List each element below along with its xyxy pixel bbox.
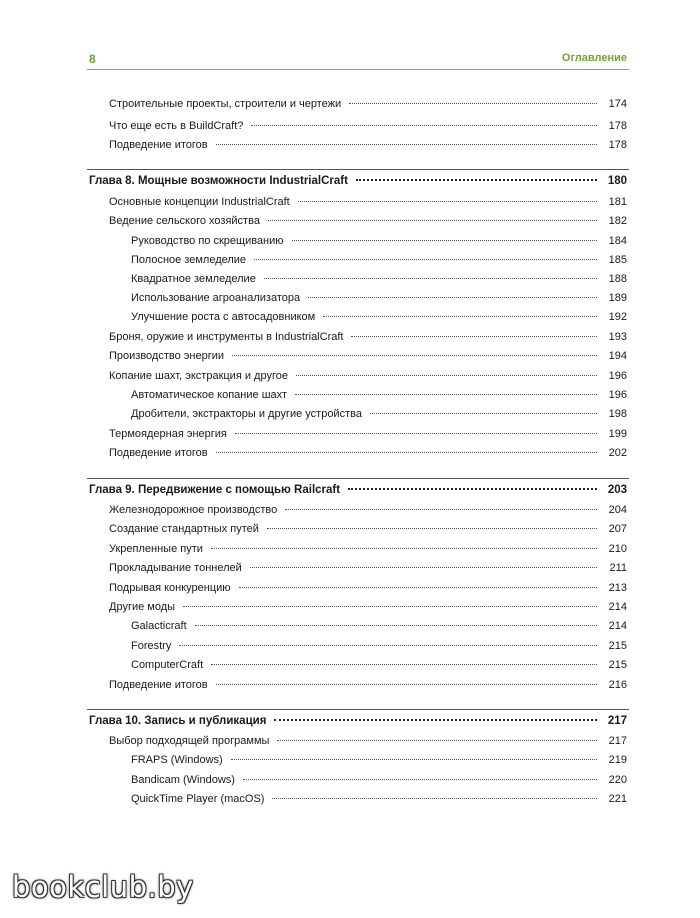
toc-entry-page: 199 xyxy=(608,428,627,440)
toc-entry[interactable] xyxy=(109,733,627,749)
toc-entry-page: 182 xyxy=(608,215,627,227)
dot-leader xyxy=(251,125,597,126)
toc-entry-page: 221 xyxy=(608,793,627,805)
toc-entry-title: Forestry xyxy=(131,640,172,652)
toc-entry-page: 210 xyxy=(608,543,627,555)
toc-entry-title: Ведение сельского хозяйства xyxy=(109,215,260,227)
toc-entry[interactable] xyxy=(109,580,627,596)
toc-entry-page: 213 xyxy=(608,582,627,594)
chapter-divider xyxy=(87,169,629,170)
toc-entry[interactable] xyxy=(109,541,627,557)
toc-entry-page: 211 xyxy=(609,562,627,574)
toc-entry-title: Подведение итогов xyxy=(109,139,208,151)
toc-entry-title: Основные концепции IndustrialCraft xyxy=(109,196,290,208)
dot-leader xyxy=(296,375,597,376)
toc-entry[interactable] xyxy=(131,638,627,654)
toc-entry-title: Термоядерная энергия xyxy=(109,428,227,440)
toc-entry-page: 189 xyxy=(608,292,627,304)
toc-entry-title: Подрывая конкуренцию xyxy=(109,582,231,594)
page-number: 8 xyxy=(89,52,96,66)
dot-leader xyxy=(235,433,597,434)
toc-entry-page: 217 xyxy=(607,715,627,727)
toc-entry-title: ComputerCraft xyxy=(131,659,204,671)
toc-entry[interactable] xyxy=(109,329,627,345)
chapter-divider xyxy=(87,478,629,479)
toc-entry-title: Bandicam (Windows) xyxy=(131,774,235,786)
toc-entry-title: Глава 10. Запись и публикация xyxy=(89,715,267,727)
toc-entry-title: Подведение итогов xyxy=(109,679,208,691)
dot-leader xyxy=(216,684,597,685)
toc-entry-title: Руководство по скрещиванию xyxy=(131,235,284,247)
toc-chapter-entry[interactable] xyxy=(89,173,627,189)
toc-entry-title: Автоматическое копание шахт xyxy=(131,389,288,401)
toc-entry-page: 196 xyxy=(608,389,627,401)
dot-leader xyxy=(356,179,597,181)
toc-entry-title: Копание шахт, экстракция и другое xyxy=(109,370,288,382)
toc-entry-page: 180 xyxy=(607,175,627,187)
toc-entry[interactable] xyxy=(131,309,627,325)
dot-leader xyxy=(370,413,597,414)
toc-entry-page: 193 xyxy=(608,331,627,343)
dot-leader xyxy=(195,625,597,626)
toc-entry-title: Создание стандартных путей xyxy=(109,523,259,535)
toc-entry-title: Подведение итогов xyxy=(109,447,208,459)
toc-chapter-entry[interactable] xyxy=(89,482,627,498)
toc-entry-page: 181 xyxy=(608,196,627,208)
toc-entry-title: Galacticraft xyxy=(131,620,187,632)
toc-entry-page: 194 xyxy=(608,350,627,362)
toc-entry-page: 207 xyxy=(608,523,627,535)
dot-leader xyxy=(211,664,597,665)
toc-entry-title: Дробители, экстракторы и другие устройства xyxy=(131,408,362,420)
toc-entry-page: 202 xyxy=(608,447,627,459)
dot-leader xyxy=(239,587,597,588)
dot-leader xyxy=(232,355,597,356)
dot-leader xyxy=(274,719,597,721)
toc-entry-title: Прокладывание тоннелей xyxy=(109,562,242,574)
dot-leader xyxy=(323,316,597,317)
toc-entry[interactable] xyxy=(131,290,627,306)
toc-entry[interactable] xyxy=(109,445,627,461)
toc-entry-page: 192 xyxy=(608,311,627,323)
toc-entry-page: 220 xyxy=(608,774,627,786)
dot-leader xyxy=(349,103,597,104)
toc-entry[interactable] xyxy=(131,387,627,403)
dot-leader xyxy=(272,798,597,799)
toc-entry-title: Железнодорожное производство xyxy=(109,504,278,516)
header-divider xyxy=(87,69,629,70)
toc-entry-page: 178 xyxy=(608,139,627,151)
toc-entry-page: 196 xyxy=(608,370,627,382)
dot-leader xyxy=(267,528,597,529)
dot-leader xyxy=(216,452,597,453)
dot-leader xyxy=(231,759,597,760)
dot-leader xyxy=(183,606,597,607)
dot-leader xyxy=(179,645,597,646)
dot-leader xyxy=(268,220,597,221)
toc-entry-page: 219 xyxy=(608,754,627,766)
dot-leader xyxy=(292,240,597,241)
toc-entry-title: Производство энергии xyxy=(109,350,225,362)
dot-leader xyxy=(211,548,597,549)
toc-entry-page: 188 xyxy=(608,273,627,285)
dot-leader xyxy=(295,394,597,395)
toc-entry-page: 204 xyxy=(608,504,627,516)
section-title: Оглавление xyxy=(561,52,627,64)
dot-leader xyxy=(308,297,597,298)
toc-entry-page: 214 xyxy=(608,620,627,632)
dot-leader xyxy=(285,509,597,510)
toc-entry-title: Полосное земледелие xyxy=(131,254,247,266)
toc-entry-page: 215 xyxy=(608,659,627,671)
dot-leader xyxy=(298,201,597,202)
dot-leader xyxy=(254,259,597,260)
dot-leader xyxy=(243,779,597,780)
running-header xyxy=(89,52,627,68)
toc-entry-title: Другие моды xyxy=(109,601,176,613)
toc-entry[interactable] xyxy=(109,137,627,153)
toc-entry-title: Использование агроанализатора xyxy=(131,292,301,304)
toc-entry[interactable] xyxy=(131,252,627,268)
toc-entry-page: 178 xyxy=(608,120,627,132)
dot-leader xyxy=(277,740,597,741)
toc-entry[interactable] xyxy=(109,348,627,364)
dot-leader xyxy=(348,488,597,490)
toc-entry-title: Глава 8. Мощные возможности IndustrialCraft xyxy=(89,175,348,187)
toc-entry-page: 203 xyxy=(607,484,627,496)
toc-entry-page: 217 xyxy=(608,735,627,747)
toc-entry-page: 214 xyxy=(608,601,627,613)
watermark: bookclub.by xyxy=(12,870,194,904)
toc-entry[interactable] xyxy=(131,406,627,422)
toc-entry[interactable] xyxy=(109,677,627,693)
chapter-divider xyxy=(87,709,629,710)
toc-entry[interactable] xyxy=(109,368,627,384)
toc-entry-title: Что еще есть в BuildCraft? xyxy=(109,120,244,132)
toc-entry-page: 198 xyxy=(608,408,627,420)
toc-entry[interactable] xyxy=(131,791,627,807)
toc-entry-title: Квадратное земледелие xyxy=(131,273,256,285)
toc-entry[interactable] xyxy=(109,194,627,210)
dot-leader xyxy=(264,278,597,279)
toc-entry-title: Строительные проекты, строители и чертежи xyxy=(109,98,342,110)
dot-leader xyxy=(351,336,597,337)
toc-entry[interactable] xyxy=(109,560,627,576)
toc-entry-title: Глава 9. Передвижение с помощью Railcraft xyxy=(89,484,341,496)
toc-entry-title: Укрепленные пути xyxy=(109,543,203,555)
toc-entry-title: FRAPS (Windows) xyxy=(131,754,223,766)
toc-entry-page: 185 xyxy=(608,254,627,266)
toc-chapter-entry[interactable] xyxy=(89,713,627,729)
toc-entry[interactable] xyxy=(131,772,627,788)
toc-entry[interactable] xyxy=(131,657,627,673)
toc-entry-page: 174 xyxy=(608,98,627,110)
toc-entry[interactable] xyxy=(131,233,627,249)
toc-entry-page: 184 xyxy=(608,235,627,247)
toc-entry[interactable] xyxy=(109,118,627,134)
toc-entry-title: Улучшение роста с автосадовником xyxy=(131,311,316,323)
toc-entry[interactable] xyxy=(109,426,627,442)
toc-entry-title: QuickTime Player (macOS) xyxy=(131,793,265,805)
toc-entry-title: Броня, оружие и инструменты в IndustrialCraft xyxy=(109,331,344,343)
toc-entry[interactable] xyxy=(109,96,627,112)
toc-entry[interactable] xyxy=(109,502,627,518)
toc-entry-page: 215 xyxy=(608,640,627,652)
toc-entry[interactable] xyxy=(109,599,627,615)
toc-entry[interactable] xyxy=(109,213,627,229)
toc-entry[interactable] xyxy=(131,271,627,287)
toc-entry[interactable] xyxy=(109,521,627,537)
dot-leader xyxy=(250,567,597,568)
toc-entry[interactable] xyxy=(131,752,627,768)
toc-entry-page: 216 xyxy=(608,679,627,691)
toc-entry-title: Выбор подходящей программы xyxy=(109,735,270,747)
dot-leader xyxy=(216,144,597,145)
toc-entry[interactable] xyxy=(131,618,627,634)
